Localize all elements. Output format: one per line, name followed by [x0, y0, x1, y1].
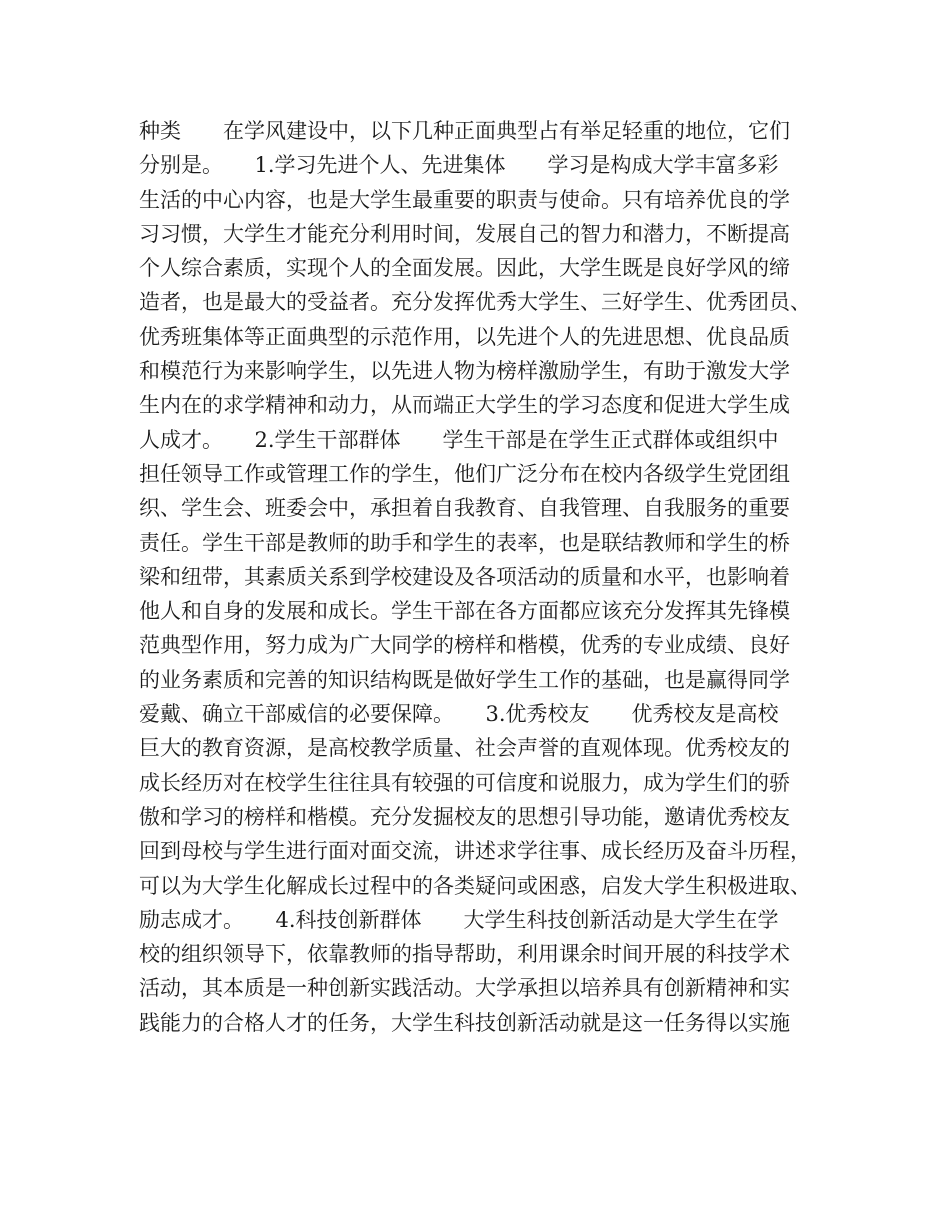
text-line: 生活的中心内容，也是大学生最重要的职责与使命。只有培养优良的学 — [139, 187, 790, 212]
text-line: 种类 在学风建设中，以下几种正面典型占有举足轻重的地位，它们 — [139, 119, 790, 143]
text-line: 生内在的求学精神和动力，从而端正大学生的学习态度和促进大学生成 — [139, 393, 790, 418]
text-line: 巨大的教育资源，是高校教学质量、社会声誉的直观体现。优秀校友的 — [139, 736, 790, 761]
text-line: 个人综合素质，实现个人的全面发展。因此，大学生既是良好学风的缔 — [139, 256, 790, 281]
text-line: 梁和纽带，其素质关系到学校建设及各项活动的质量和水平，也影响着 — [139, 564, 790, 589]
text-line: 分别是。 1.学习先进个人、先进集体 学习是构成大学丰富多彩 — [139, 153, 779, 178]
text-line: 习习惯，大学生才能充分利用时间，发展自己的智力和潜力，不断提高 — [139, 221, 790, 246]
text-line: 爱戴、确立干部威信的必要保障。 3.优秀校友 优秀校友是高校 — [139, 702, 779, 727]
text-line: 范典型作用，努力成为广大同学的榜样和楷模，优秀的专业成绩、良好 — [139, 633, 790, 658]
text-line: 回到母校与学生进行面对面交流，讲述求学往事、成长经历及奋斗历程， — [139, 839, 811, 864]
text-line: 校的组织领导下，依靠教师的指导帮助，利用课余时间开展的科技学术 — [139, 942, 790, 967]
text-line: 和模范行为来影响学生，以先进人物为榜样激励学生，有助于激发大学 — [139, 359, 790, 384]
text-line: 践能力的合格人才的任务，大学生科技创新活动就是这一任务得以实施 — [139, 1010, 790, 1035]
text-line: 造者，也是最大的受益者。充分发挥优秀大学生、三好学生、优秀团员、 — [139, 290, 811, 315]
body-text — [139, 114, 839, 1040]
text-line: 担任领导工作或管理工作的学生，他们广泛分布在校内各级学生党团组 — [139, 461, 790, 486]
text-line: 优秀班集体等正面典型的示范作用，以先进个人的先进思想、优良品质 — [139, 324, 790, 349]
text-line: 他人和自身的发展和成长。学生干部在各方面都应该充分发挥其先锋模 — [139, 599, 790, 624]
text-line: 可以为大学生化解成长过程中的各类疑问或困惑，启发大学生积极进取、 — [139, 873, 811, 898]
text-line: 傲和学习的榜样和楷模。充分发掘校友的思想引导功能，邀请优秀校友 — [139, 804, 790, 829]
text-line: 的业务素质和完善的知识结构既是做好学生工作的基础，也是赢得同学 — [139, 667, 790, 692]
text-line: 励志成才。 4.科技创新群体 大学生科技创新活动是大学生在学 — [139, 907, 779, 932]
text-line: 人成才。 2.学生干部群体 学生干部是在学生正式群体或组织中 — [139, 427, 779, 452]
text-line: 织、学生会、班委会中，承担着自我教育、自我管理、自我服务的重要 — [139, 496, 790, 521]
text-line: 活动，其本质是一种创新实践活动。大学承担以培养具有创新精神和实 — [139, 976, 790, 1001]
text-line: 责任。学生干部是教师的助手和学生的表率，也是联结教师和学生的桥 — [139, 530, 790, 555]
text-line: 成长经历对在校学生往往具有较强的可信度和说服力，成为学生们的骄 — [139, 770, 790, 795]
